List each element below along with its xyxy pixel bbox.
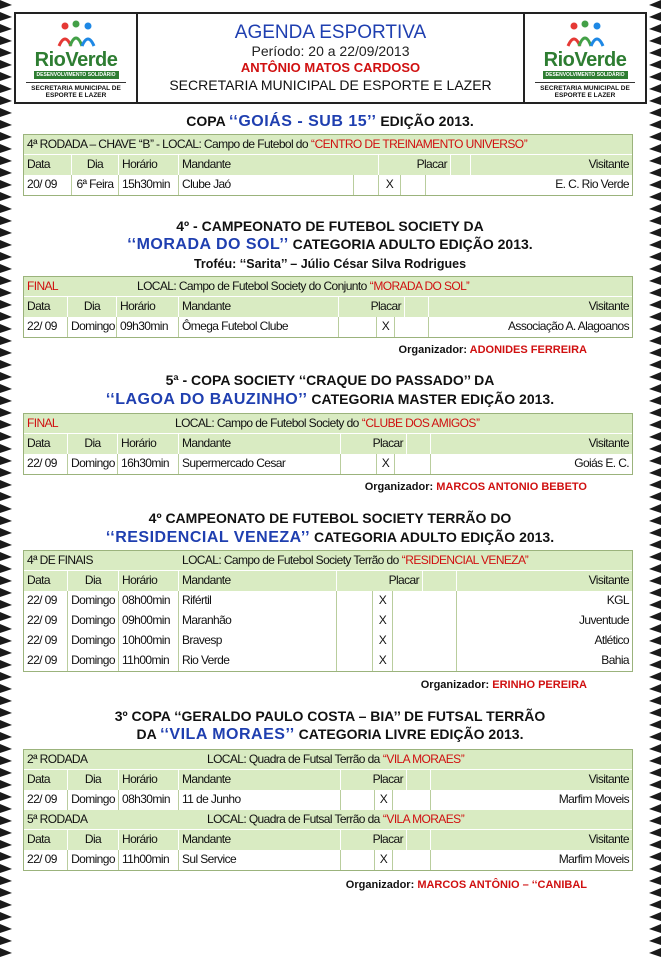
organizer-name: ADONIDES FERREIRA bbox=[469, 344, 587, 356]
col-time: Horário bbox=[118, 434, 179, 454]
table-row bbox=[24, 175, 632, 195]
page-title: AGENDA ESPORTIVA bbox=[234, 22, 427, 43]
logo-tagline: DESENVOLVIMENTO SOLIDÁRIO bbox=[34, 71, 119, 79]
local-info bbox=[204, 750, 632, 770]
game-date: 22/ 09 bbox=[24, 317, 68, 337]
col-time: Horário bbox=[119, 770, 179, 790]
score-away bbox=[393, 651, 457, 671]
event-table bbox=[23, 413, 633, 475]
organizer-line bbox=[365, 481, 587, 493]
game-time: 09h30min bbox=[117, 317, 179, 337]
event-title-line1: 5ª - COPA SOCIETY ‘‘CRAQUE DO PASSADO’’ DA bbox=[165, 372, 495, 388]
score-home bbox=[337, 591, 373, 611]
event-table bbox=[23, 749, 633, 871]
score-home bbox=[337, 651, 373, 671]
col-away: Visitante bbox=[431, 770, 632, 790]
logo-figures-icon bbox=[51, 20, 101, 50]
local-label: LOCAL: Campo de Futebol Society do bbox=[175, 416, 359, 430]
score-home bbox=[341, 790, 375, 810]
game-day: 6ª Feira bbox=[72, 175, 119, 195]
col-score: Placar bbox=[379, 155, 451, 175]
col-date: Data bbox=[24, 155, 72, 175]
game-home-team: Ômega Futebol Clube bbox=[179, 317, 339, 337]
local-info bbox=[172, 414, 632, 434]
organizer-name: ERINHO PEREIRA bbox=[492, 679, 587, 691]
col-score: Placar bbox=[339, 297, 405, 317]
secretary-name: ANTÔNIO MATOS CARDOSO bbox=[240, 60, 421, 75]
table-row bbox=[24, 591, 632, 611]
col-day: Dia bbox=[68, 830, 119, 850]
game-day: Domingo bbox=[68, 454, 118, 474]
local-label: LOCAL: Campo de Futebol Society do Conjunto bbox=[137, 279, 367, 293]
col-home: Mandante bbox=[179, 770, 341, 790]
event-title-post: CATEGORIA LIVRE EDIÇÃO 2013. bbox=[298, 726, 524, 742]
game-time: 09h00min bbox=[119, 611, 179, 631]
col-day: Dia bbox=[68, 297, 117, 317]
organizer-name: MARCOS ANTÔNIO – ‘‘CANIBAL bbox=[417, 879, 587, 891]
table-row bbox=[24, 631, 632, 651]
score-away bbox=[393, 631, 457, 651]
event-title bbox=[20, 113, 640, 130]
col-date: Data bbox=[24, 830, 68, 850]
header bbox=[14, 12, 647, 104]
organizer-label: Organizador: bbox=[420, 679, 490, 691]
organizer-label: Organizador: bbox=[364, 481, 434, 493]
col-day: Dia bbox=[72, 155, 119, 175]
game-date: 22/ 09 bbox=[24, 591, 68, 611]
game-home-team: Rifértil bbox=[179, 591, 337, 611]
score-home bbox=[337, 611, 373, 631]
col-day: Dia bbox=[68, 770, 119, 790]
period-text: Período: 20 a 22/09/2013 bbox=[251, 43, 410, 59]
col-time: Horário bbox=[119, 571, 179, 591]
logo-name: RioVerde bbox=[34, 48, 118, 71]
event-table bbox=[23, 550, 633, 672]
game-away-team: Marfim Moveis bbox=[431, 790, 632, 810]
col-score: Placar bbox=[341, 770, 407, 790]
header-center bbox=[138, 14, 523, 102]
game-away-team: Goiás E. C. bbox=[431, 454, 632, 474]
game-time: 11h00min bbox=[119, 651, 179, 671]
col-blank bbox=[407, 434, 431, 454]
round-label: 5ª RODADA bbox=[27, 812, 88, 826]
game-home-team: Bravesp bbox=[179, 631, 337, 651]
local-label: LOCAL: Quadra de Futsal Terrão da bbox=[207, 812, 380, 826]
game-day: Domingo bbox=[68, 651, 119, 671]
col-home: Mandante bbox=[179, 571, 337, 591]
game-date: 22/ 09 bbox=[24, 631, 68, 651]
game-away-team: KGL bbox=[457, 591, 632, 611]
venue-name: ‘‘MORADA DO SOL’’ bbox=[369, 279, 470, 293]
event-title bbox=[20, 726, 640, 743]
table-header-row bbox=[24, 571, 632, 591]
col-day: Dia bbox=[68, 434, 118, 454]
score-versus: X bbox=[373, 651, 393, 671]
score-versus: X bbox=[375, 790, 393, 810]
col-blank bbox=[407, 770, 431, 790]
score-away bbox=[401, 175, 426, 195]
table-header-row bbox=[24, 434, 632, 454]
logo-secretaria: SECRETARIA MUNICIPAL DE ESPORTE E LAZER bbox=[535, 82, 635, 99]
score-away bbox=[393, 611, 457, 631]
col-score: Placar bbox=[341, 434, 407, 454]
col-home: Mandante bbox=[179, 434, 341, 454]
round-row bbox=[24, 135, 632, 155]
game-time: 10h00min bbox=[119, 631, 179, 651]
venue-name: ‘‘CENTRO DE TREINAMENTO UNIVERSO’’ bbox=[310, 137, 528, 151]
score-versus: X bbox=[373, 611, 393, 631]
organizer-label: Organizador: bbox=[345, 879, 415, 891]
venue-name: ‘‘VILA MORAES’’ bbox=[382, 752, 465, 766]
local-info bbox=[204, 810, 632, 830]
game-home-team: 11 de Junho bbox=[179, 790, 341, 810]
round-label: 4ª RODADA – CHAVE ‘‘B’’ - LOCAL: Campo de Futebol do bbox=[27, 137, 308, 151]
round-label: 2ª RODADA bbox=[27, 752, 88, 766]
venue-name: ‘‘VILA MORAES’’ bbox=[382, 812, 465, 826]
score-versus: X bbox=[377, 454, 395, 474]
logo-left bbox=[16, 14, 138, 102]
table-header-row bbox=[24, 297, 632, 317]
col-blank bbox=[405, 297, 429, 317]
venue-name: ‘‘RESIDENCIAL VENEZA’’ bbox=[401, 553, 529, 567]
score-away bbox=[393, 790, 431, 810]
game-away-team: Bahia bbox=[457, 651, 632, 671]
col-time: Horário bbox=[117, 297, 179, 317]
game-home-team: Maranhão bbox=[179, 611, 337, 631]
game-day: Domingo bbox=[68, 611, 119, 631]
score-away bbox=[395, 317, 429, 337]
score-home bbox=[341, 850, 375, 870]
event-title-highlight: ‘‘GOIÁS - SUB 15’’ bbox=[229, 113, 377, 130]
table-row bbox=[24, 651, 632, 671]
col-date: Data bbox=[24, 571, 68, 591]
game-day: Domingo bbox=[68, 591, 119, 611]
logo-name: RioVerde bbox=[543, 48, 627, 71]
round-row bbox=[24, 810, 632, 830]
event-title-post: EDIÇÃO 2013. bbox=[380, 113, 474, 129]
game-time: 11h00min bbox=[119, 850, 179, 870]
local-label: LOCAL: Campo de Futebol Society Terrão do bbox=[182, 553, 399, 567]
score-home bbox=[341, 454, 377, 474]
event-title-line1: 4º - CAMPEONATO DE FUTEBOL SOCIETY DA bbox=[176, 218, 484, 234]
game-date: 22/ 09 bbox=[24, 850, 68, 870]
event-title-highlight: ‘‘MORADA DO SOL’’ bbox=[127, 236, 289, 253]
col-away: Visitante bbox=[431, 830, 632, 850]
game-date: 22/ 09 bbox=[24, 790, 68, 810]
event-title-line1: 3º COPA ‘‘GERALDO PAULO COSTA – BIA’’ DE FUTSAL TERRÃO bbox=[114, 708, 546, 724]
game-date: 22/ 09 bbox=[24, 651, 68, 671]
left-border-decoration bbox=[0, 0, 14, 960]
table-row bbox=[24, 317, 632, 337]
table-row bbox=[24, 611, 632, 631]
trophy-note: Troféu: ‘‘Sarita’’ – Júlio César Silva Rodrigues bbox=[193, 257, 467, 271]
event-table bbox=[23, 134, 633, 196]
score-versus: X bbox=[379, 175, 401, 195]
organizer-line bbox=[421, 679, 587, 691]
col-away: Visitante bbox=[431, 434, 632, 454]
score-home bbox=[354, 175, 379, 195]
organizer-line bbox=[399, 344, 587, 356]
game-date: 22/ 09 bbox=[24, 454, 68, 474]
game-home-team: Rio Verde bbox=[179, 651, 337, 671]
event-title-highlight: ‘‘LAGOA DO BAUZINHO’’ bbox=[105, 391, 308, 408]
game-away-team: Marfim Moveis bbox=[431, 850, 632, 870]
logo-figures-icon bbox=[560, 20, 610, 50]
event-title-highlight: ‘‘RESIDENCIAL VENEZA’’ bbox=[105, 529, 311, 546]
col-home: Mandante bbox=[179, 830, 341, 850]
score-away bbox=[393, 850, 431, 870]
game-away-team: Atlético bbox=[457, 631, 632, 651]
event-title bbox=[20, 529, 640, 546]
game-time: 16h30min bbox=[118, 454, 179, 474]
col-away: Visitante bbox=[471, 155, 632, 175]
event-title-post: CATEGORIA ADULTO EDIÇÃO 2013. bbox=[314, 529, 555, 545]
event-title bbox=[20, 236, 640, 253]
event-title bbox=[20, 391, 640, 408]
department-name: SECRETARIA MUNICIPAL DE ESPORTE E LAZER bbox=[169, 77, 492, 93]
game-time: 15h30min bbox=[119, 175, 179, 195]
game-home-team: Sul Service bbox=[179, 850, 341, 870]
col-time: Horário bbox=[119, 830, 179, 850]
round-label: FINAL bbox=[27, 416, 59, 430]
game-time: 08h30min bbox=[119, 790, 179, 810]
col-blank bbox=[423, 571, 457, 591]
game-day: Domingo bbox=[68, 631, 119, 651]
game-date: 22/ 09 bbox=[24, 611, 68, 631]
round-label: 4ª DE FINAIS bbox=[27, 553, 93, 567]
score-versus: X bbox=[373, 591, 393, 611]
game-home-team: Clube Jaó bbox=[179, 175, 354, 195]
organizer-line bbox=[346, 879, 587, 891]
event-title-highlight: ‘‘VILA MORAES’’ bbox=[160, 726, 295, 743]
col-away: Visitante bbox=[457, 571, 632, 591]
round-row bbox=[24, 414, 632, 434]
organizer-label: Organizador: bbox=[398, 344, 467, 356]
event-title-post: CATEGORIA ADULTO EDIÇÃO 2013. bbox=[292, 236, 533, 252]
score-versus: X bbox=[373, 631, 393, 651]
col-date: Data bbox=[24, 770, 68, 790]
game-day: Domingo bbox=[68, 790, 119, 810]
game-time: 08h00min bbox=[119, 591, 179, 611]
score-versus: X bbox=[375, 850, 393, 870]
table-row bbox=[24, 850, 632, 870]
event-table bbox=[23, 276, 633, 338]
score-versus: X bbox=[377, 317, 395, 337]
local-label: LOCAL: Quadra de Futsal Terrão da bbox=[207, 752, 380, 766]
logo-tagline: DESENVOLVIMENTO SOLIDÁRIO bbox=[543, 71, 628, 79]
event-title-line1: 4º CAMPEONATO DE FUTEBOL SOCIETY TERRÃO DO bbox=[148, 510, 512, 526]
col-score: Placar bbox=[341, 830, 407, 850]
col-time: Horário bbox=[119, 155, 179, 175]
logo-secretaria: SECRETARIA MUNICIPAL DE ESPORTE E LAZER bbox=[26, 82, 126, 99]
game-away-team: Juventude bbox=[457, 611, 632, 631]
round-row bbox=[24, 277, 632, 297]
score-away bbox=[393, 591, 457, 611]
game-day: Domingo bbox=[68, 850, 119, 870]
game-away-team: Associação A. Alagoanos bbox=[429, 317, 632, 337]
local-info bbox=[179, 551, 632, 571]
table-row bbox=[24, 454, 632, 474]
table-row bbox=[24, 790, 632, 810]
table-header-row bbox=[24, 770, 632, 790]
game-home-team: Supermercado Cesar bbox=[179, 454, 341, 474]
col-home: Mandante bbox=[179, 297, 339, 317]
col-home: Mandante bbox=[179, 155, 379, 175]
col-date: Data bbox=[24, 297, 68, 317]
score-away bbox=[395, 454, 431, 474]
score-home bbox=[339, 317, 377, 337]
round-row bbox=[24, 551, 632, 571]
game-date: 20/ 09 bbox=[24, 175, 72, 195]
col-blank bbox=[451, 155, 471, 175]
round-info bbox=[24, 135, 632, 155]
round-label: FINAL bbox=[27, 279, 59, 293]
col-day: Dia bbox=[68, 571, 119, 591]
right-border-decoration bbox=[647, 0, 661, 960]
col-score: Placar bbox=[337, 571, 423, 591]
col-blank bbox=[407, 830, 431, 850]
table-header-row bbox=[24, 155, 632, 175]
round-row bbox=[24, 750, 632, 770]
event-title-pre: DA bbox=[136, 726, 157, 742]
logo-right bbox=[523, 14, 645, 102]
col-away: Visitante bbox=[429, 297, 632, 317]
local-info bbox=[134, 277, 632, 297]
event-title-post: CATEGORIA MASTER EDIÇÃO 2013. bbox=[311, 391, 555, 407]
venue-name: ‘‘CLUBE DOS AMIGOS’’ bbox=[361, 416, 480, 430]
game-away-team: E. C. Rio Verde bbox=[426, 175, 632, 195]
organizer-name: MARCOS ANTONIO BEBETO bbox=[436, 481, 587, 493]
table-header-row bbox=[24, 830, 632, 850]
col-date: Data bbox=[24, 434, 68, 454]
game-day: Domingo bbox=[68, 317, 117, 337]
event-title-pre: COPA bbox=[186, 113, 226, 129]
score-home bbox=[337, 631, 373, 651]
